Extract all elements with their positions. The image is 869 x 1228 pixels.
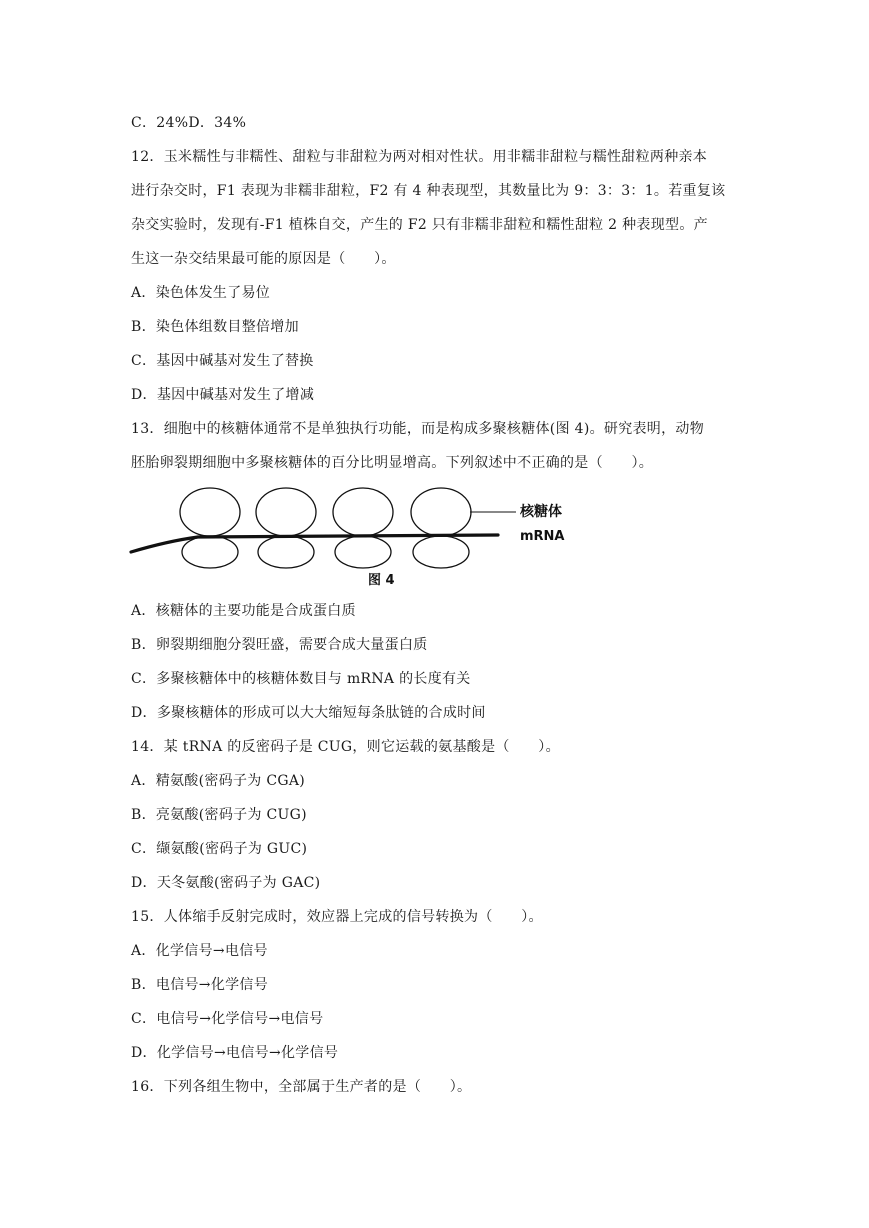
- line-7: C．基因中碱基对发生了替换: [131, 353, 314, 369]
- polyribosome-figure: [128, 486, 578, 592]
- line-3: 杂交实验时，发现有-F1 植株自交，产生的 F2 只有非糯非甜粒和糯性甜粒 2 种表现型。产: [131, 217, 708, 233]
- line-12: B．卵裂期细胞分裂旺盛，需要合成大量蛋白质: [131, 637, 428, 653]
- line-9: 13．细胞中的核糖体通常不是单独执行功能，而是构成多聚核糖体(图 4)。研究表明，动物: [131, 421, 704, 437]
- ribosome-3: [333, 488, 393, 568]
- line-17: B．亮氨酸(密码子为 CUG): [131, 807, 307, 823]
- line-13: C．多聚核糖体中的核糖体数目与 mRNA 的长度有关: [131, 671, 471, 687]
- line-10: 胚胎卵裂期细胞中多聚核糖体的百分比明显增高。下列叙述中不正确的是（ ）。: [131, 455, 654, 471]
- line-6: B．染色体组数目整倍增加: [131, 319, 299, 335]
- ribosome-2: [256, 488, 316, 568]
- line-8: D．基因中碱基对发生了增减: [131, 387, 315, 403]
- line-21: A．化学信号→电信号: [131, 943, 268, 959]
- line-19: D．天冬氨酸(密码子为 GAC): [131, 875, 321, 891]
- line-16: A．精氨酸(密码子为 CGA): [131, 773, 305, 789]
- ribosome-1: [180, 488, 240, 568]
- line-20: 15．人体缩手反射完成时，效应器上完成的信号转换为（ ）。: [131, 909, 543, 925]
- mrna-label: mRNA: [520, 529, 565, 544]
- figure-caption: 图 4: [368, 573, 395, 588]
- line-11: A．核糖体的主要功能是合成蛋白质: [131, 603, 356, 619]
- line-4: 生这一杂交结果最可能的原因是（ ）。: [131, 251, 396, 267]
- line-5: A．染色体发生了易位: [131, 285, 271, 301]
- line-24: D．化学信号→电信号→化学信号: [131, 1045, 339, 1061]
- line-14: D．多聚核糖体的形成可以大大缩短每条肽链的合成时间: [131, 705, 486, 721]
- ribosome-4: [411, 488, 471, 568]
- ribosome-label: 核糖体: [520, 504, 562, 520]
- line-18: C．缬氨酸(密码子为 GUC): [131, 841, 308, 857]
- line-22: B．电信号→化学信号: [131, 977, 269, 993]
- line-1: 12．玉米糯性与非糯性、甜粒与非甜粒为两对相对性状。用非糯非甜粒与糯性甜粒两种亲本: [131, 149, 708, 165]
- line-23: C．电信号→化学信号→电信号: [131, 1011, 324, 1027]
- line-15: 14．某 tRNA 的反密码子是 CUG，则它运载的氨基酸是（ ）。: [131, 739, 560, 755]
- line-0: C．24%D．34%: [131, 115, 247, 131]
- line-2: 进行杂交时，F1 表现为非糯非甜粒，F2 有 4 种表现型，其数量比为 9：3：3：1。若重复该: [131, 183, 726, 199]
- line-25: 16．下列各组生物中，全部属于生产者的是（ ）。: [131, 1079, 472, 1095]
